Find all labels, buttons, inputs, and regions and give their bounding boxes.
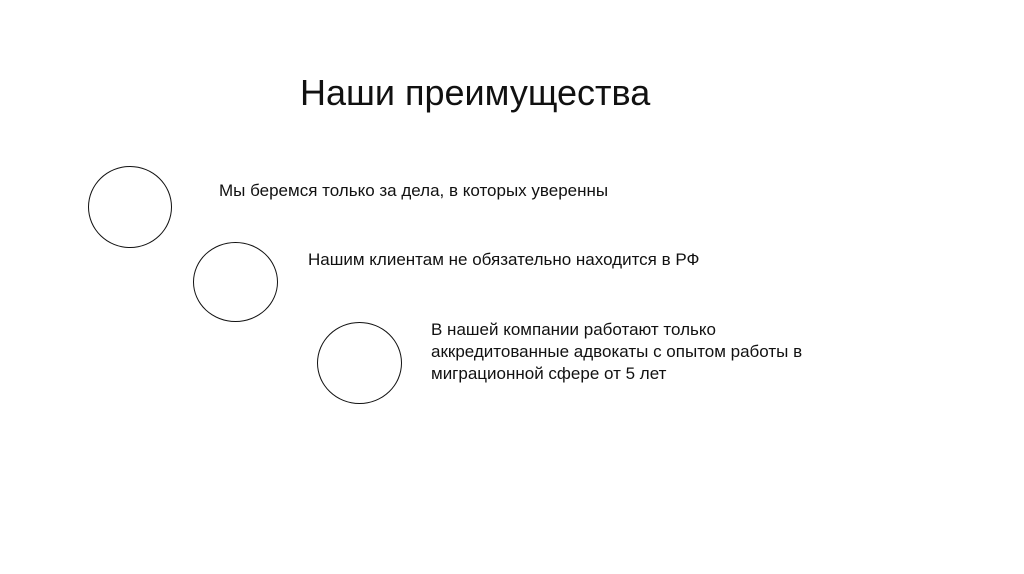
bullet-circle-3: [317, 322, 402, 404]
slide-title: Наши преимущества: [300, 72, 651, 113]
bullet-circle-1: [88, 166, 172, 248]
advantage-text-1: Мы беремся только за дела, в которых уверенны: [219, 181, 609, 200]
advantage-text-3: В нашей компании работают только аккредитованные адвокаты с опытом работы в миграционной сфере от 5 лет: [431, 320, 803, 383]
bullet-circle-2: [193, 242, 278, 322]
advantage-text-2: Нашим клиентам не обязательно находится в РФ: [308, 250, 700, 269]
